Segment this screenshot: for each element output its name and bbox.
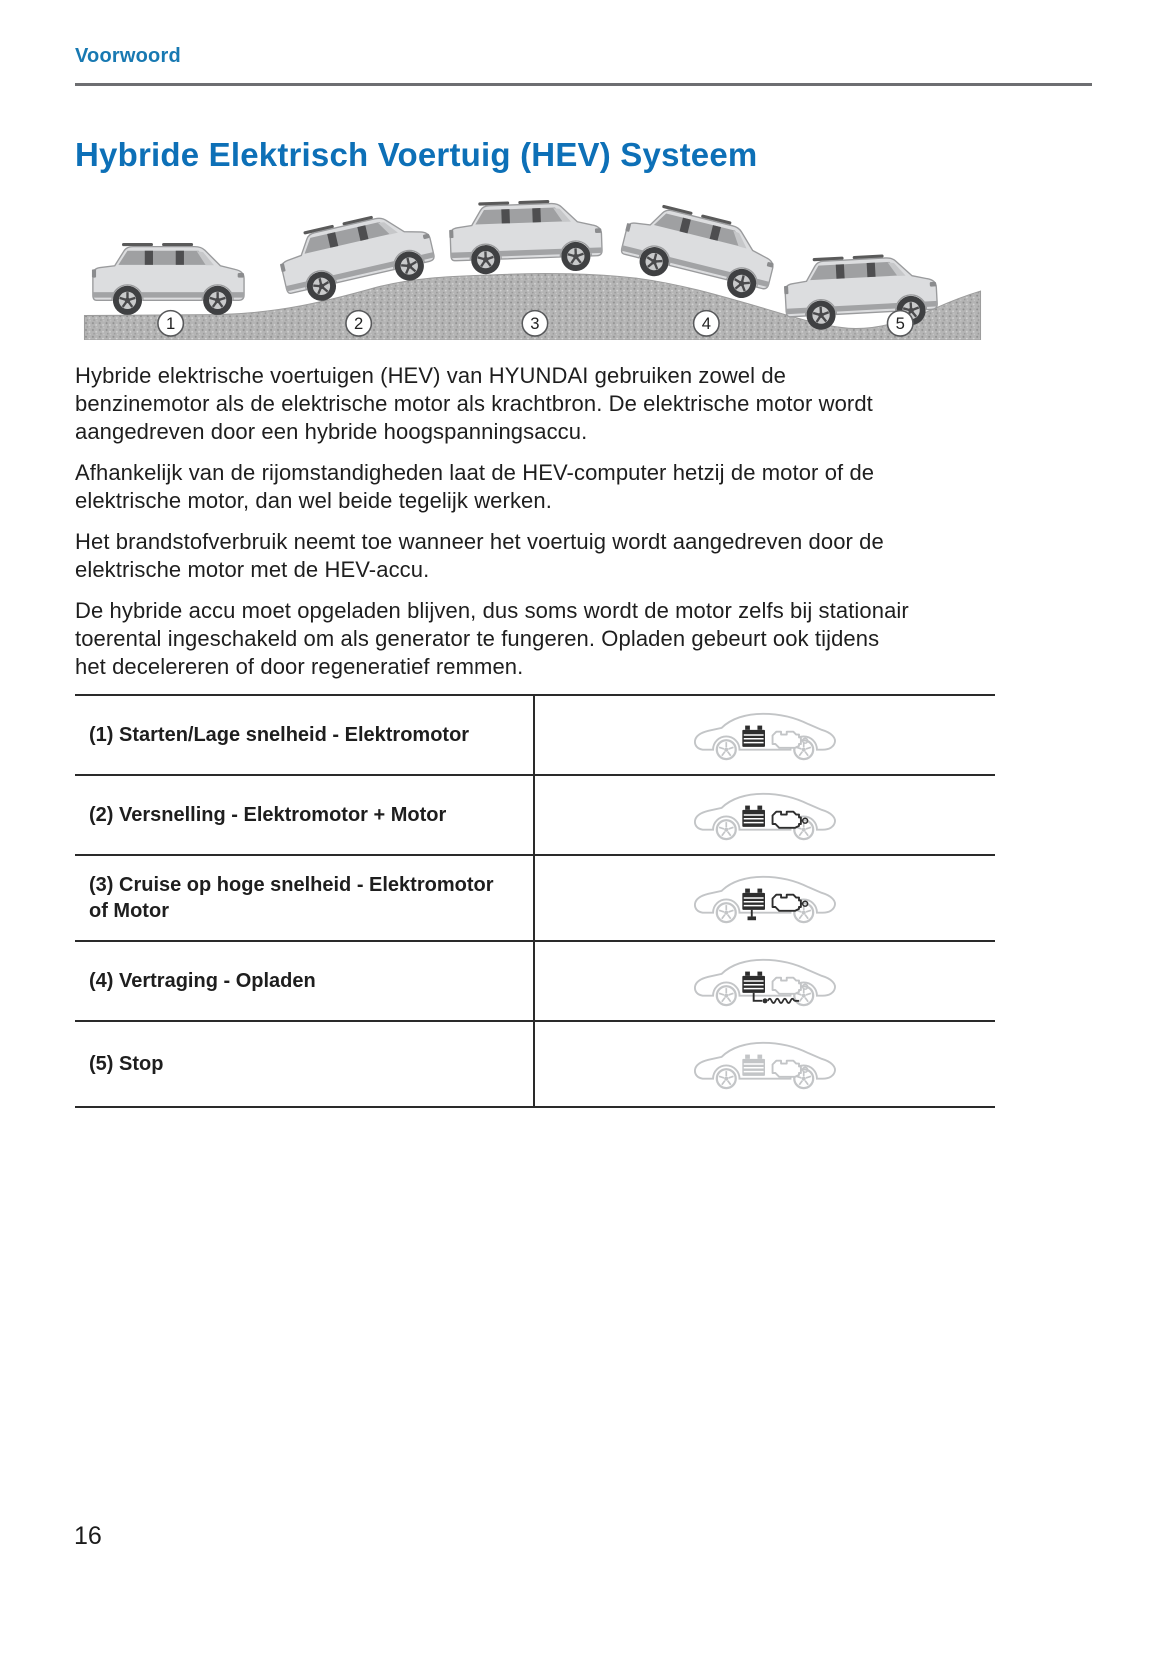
drive-mode-label: (4) Vertraging - Opladen — [75, 942, 535, 1020]
drive-mode-label: (5) Stop — [75, 1022, 535, 1106]
header-divider — [75, 83, 1092, 86]
table-row — [75, 1022, 995, 1108]
drive-mode-table — [75, 694, 995, 1108]
car-front-wheel-icon — [717, 740, 736, 759]
hev-powertrain-icon — [689, 710, 841, 761]
page-title: Hybride Elektrisch Voertuig (HEV) Systeem — [75, 136, 758, 173]
drive-mode-label: (2) Versnelling - Elektromotor + Motor — [75, 776, 535, 854]
suv-stage-5 — [783, 252, 939, 332]
table-row — [75, 856, 995, 942]
paragraph-1: Hybride elektrische voertuigen (HEV) van HYUNDAI gebruiken zowel de benzinemotor als de elektrische motor als krachtbron. De elektrische motor wordt aangedreven door een hybride hoogspanningsaccu. — [75, 363, 873, 444]
hev-powertrain-icon — [689, 1039, 841, 1090]
drive-mode-icon-cell — [535, 942, 995, 1020]
stage-badge-4: 4 — [701, 314, 711, 334]
paragraph-4: De hybride accu moet opgeladen blijven, dus soms wordt de motor zelfs bij stationair toerental ingeschakeld om als generator te fungeren. Opladen gebeurt ook tijdens het decelereren of door regeneratief remmen. — [75, 598, 909, 679]
stage-badge-1: 1 — [166, 314, 176, 334]
drive-mode-icon-cell — [535, 1022, 995, 1106]
car-front-wheel-icon — [717, 986, 736, 1005]
suv-stage-3 — [448, 198, 603, 275]
drive-mode-icon-cell — [535, 856, 995, 940]
car-front-wheel-icon — [717, 820, 736, 839]
car-front-wheel-icon — [717, 1069, 736, 1088]
stage-badge-5: 5 — [895, 314, 905, 334]
table-row — [75, 776, 995, 856]
drive-mode-label: (3) Cruise op hoge snelheid - Elektromotor of Motor — [75, 856, 535, 940]
hev-powertrain-icon — [689, 873, 841, 924]
hev-powertrain-icon — [689, 956, 841, 1007]
paragraph-2: Afhankelijk van de rijomstandigheden laat de HEV-computer hetzij de motor of de elektrische motor, dan wel beide tegelijk werken. — [75, 460, 875, 513]
suv-stage-1 — [92, 243, 244, 315]
suv-hill-illustration — [75, 198, 990, 340]
hev-powertrain-icon — [689, 790, 841, 841]
breadcrumb: Voorwoord — [75, 45, 181, 67]
table-row — [75, 696, 995, 776]
drive-mode-icon-cell — [535, 776, 995, 854]
drive-mode-icon-cell — [535, 696, 995, 774]
drive-mode-label: (1) Starten/Lage snelheid - Elektromotor — [75, 696, 535, 774]
paragraph-3: Het brandstofverbruik neemt toe wanneer het voertuig wordt aangedreven door de elektrische motor met de HEV-accu. — [75, 529, 884, 582]
stage-badge-3: 3 — [530, 314, 540, 334]
car-front-wheel-icon — [717, 903, 736, 922]
table-row — [75, 942, 995, 1022]
intro-paragraphs — [75, 362, 910, 681]
stage-badge-2: 2 — [354, 314, 364, 334]
page-number: 16 — [74, 1522, 102, 1550]
